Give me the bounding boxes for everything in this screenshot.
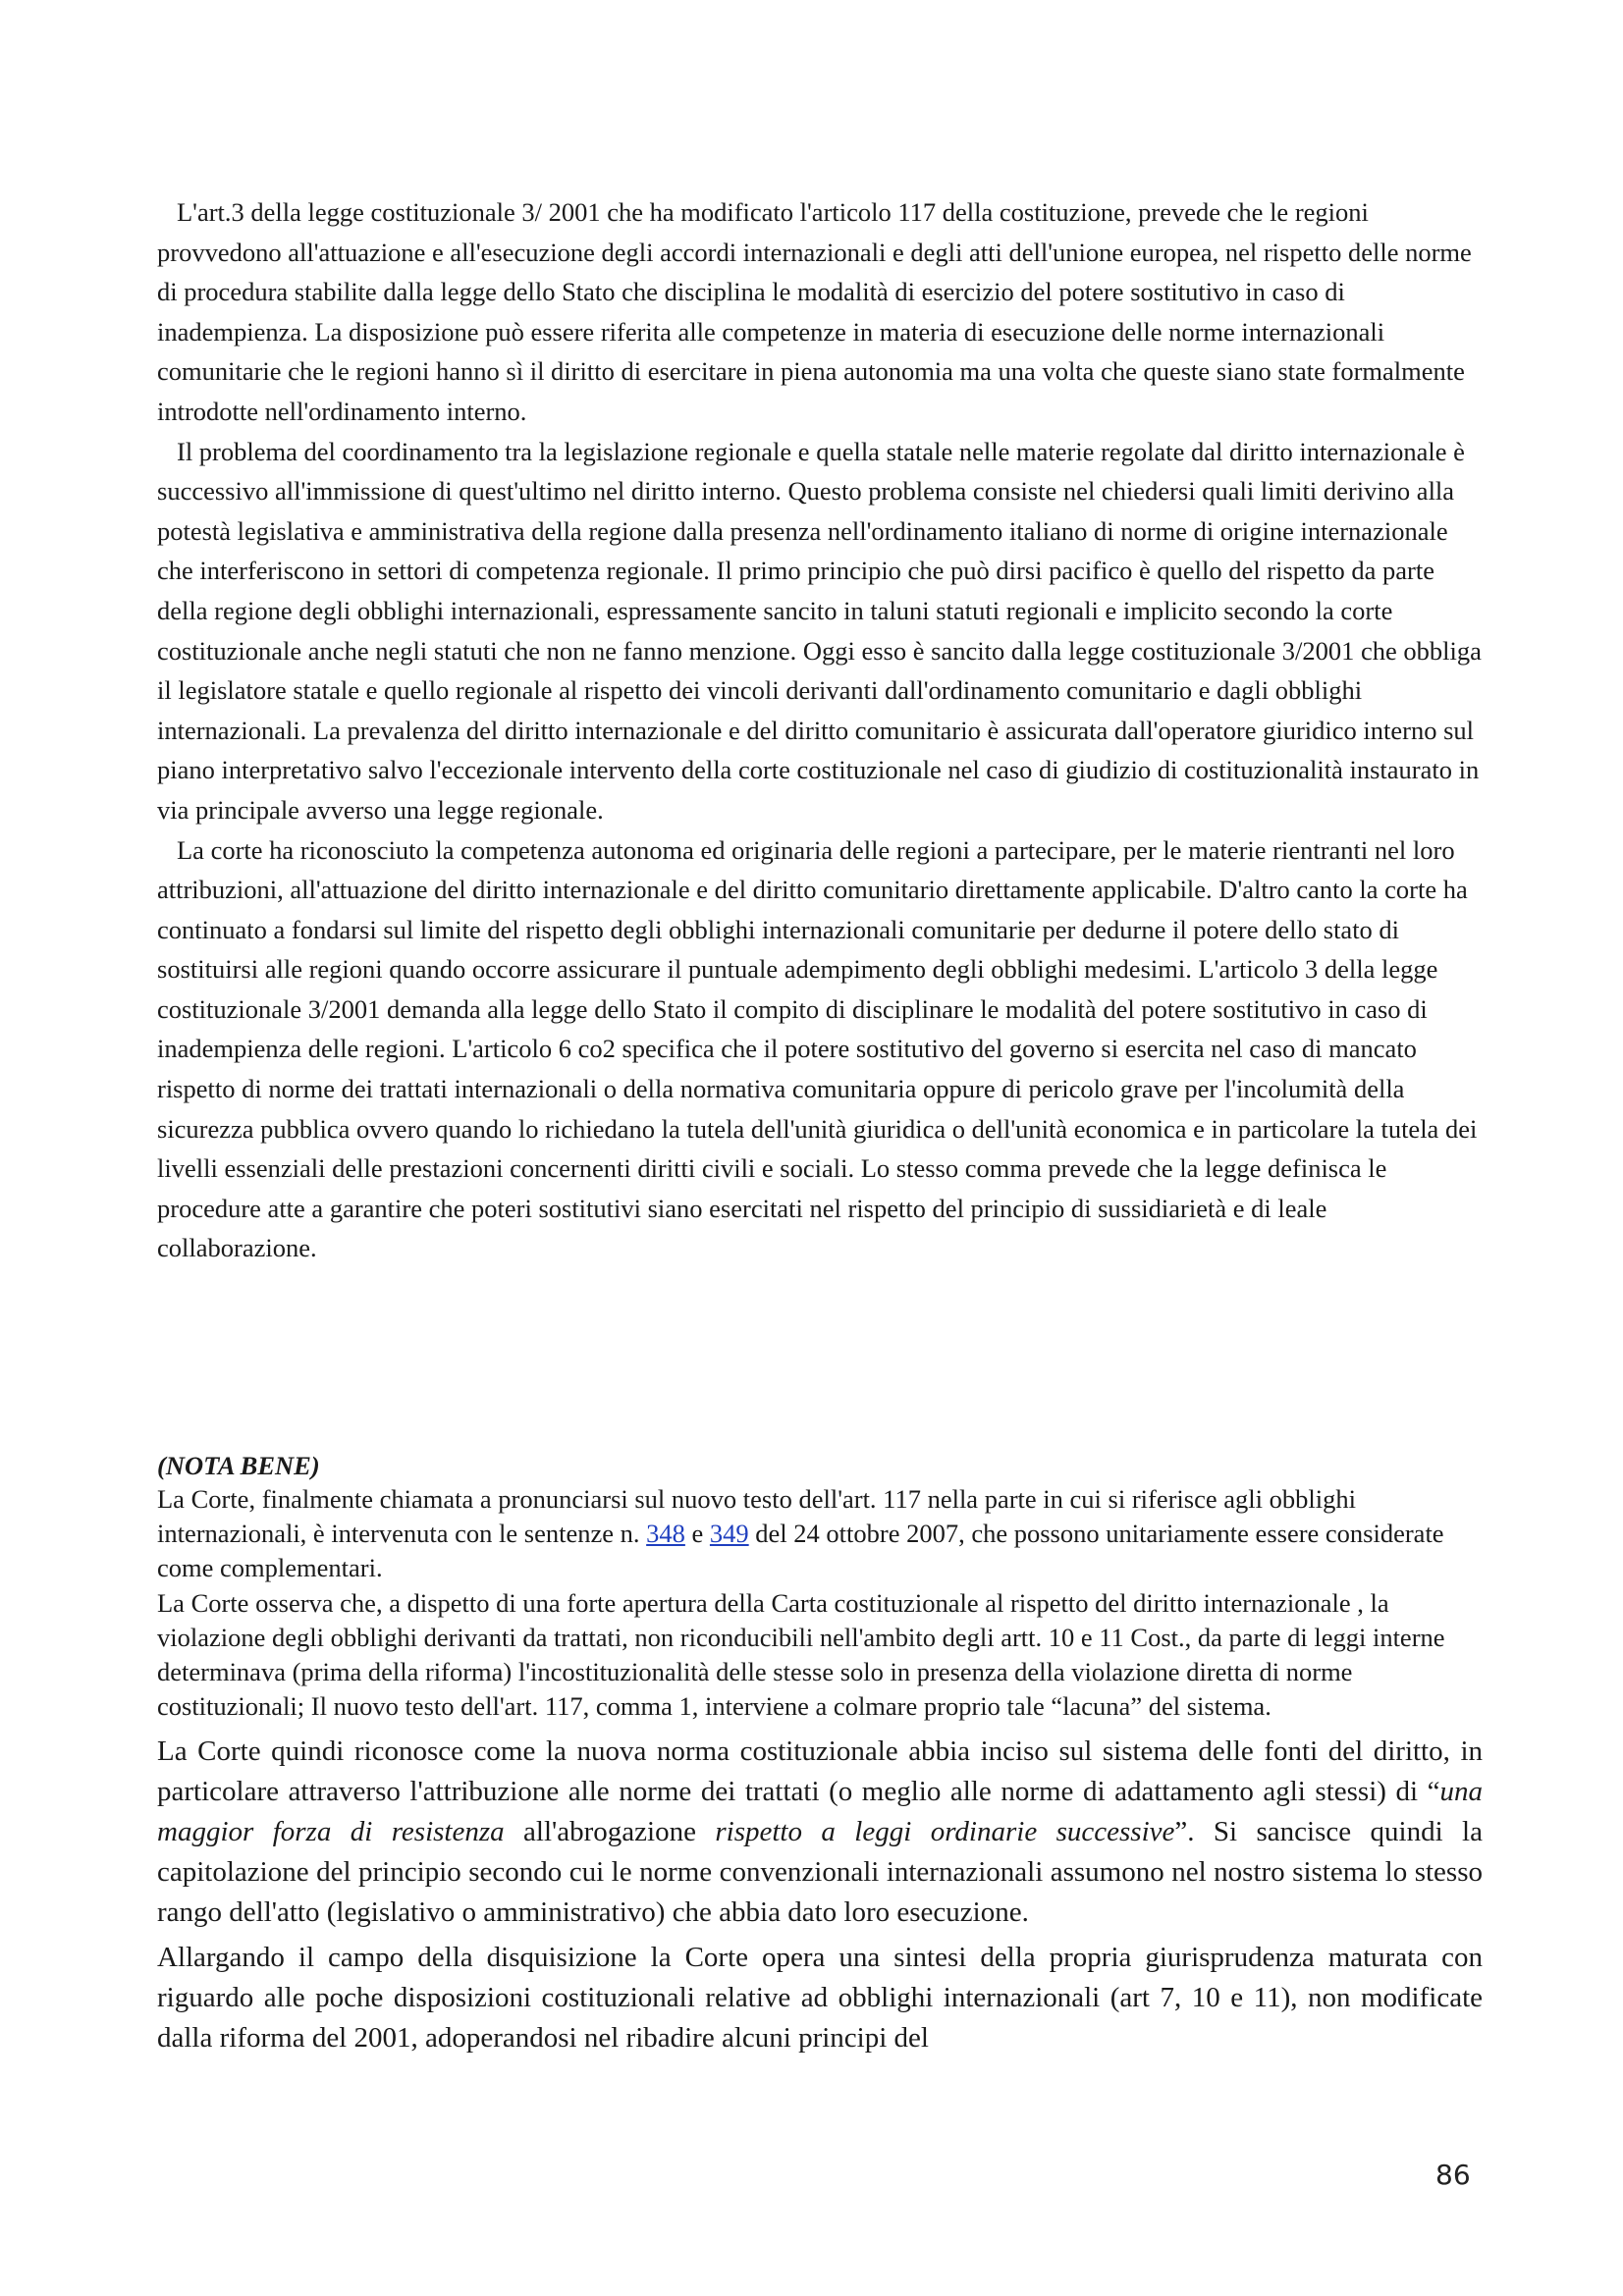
main-text [157,192,1483,1268]
nota-bene-heading: (NOTA BENE) [157,1451,320,1480]
nota-p1-text-b: e [684,1519,710,1549]
nota-p3-text-c: ”. Si sancisce quindi la capitolazione del principio secondo cui le norme convenzionali internazionali assumono nel nostro sistema lo stesso rango dell'atto (legislativo o amministrativo) che abbia dato loro esecuzione. [157,1816,1483,1928]
paragraph-2: Il problema del coordinamento tra la legislazione regionale e quella statale nelle materie regolate dal diritto internazionale è successivo all'immissione di quest'ultimo nel diritto interno. Questo problema consiste nel chiedersi quali limiti derivino alla potestà legislativa e amministrativa della regione dalla presenza nell'ordinamento italiano di norme di origine internazionale che interferiscono in settori di competenza regionale. Il primo principio che può dirsi pacifico è quello del rispetto da parte della regione degli obblighi internazionali, espressamente sancito in taluni statuti regionali e implicito secondo la corte costituzionale anche negli statuti che non ne fanno menzione. Oggi esso è sancito dalla legge costituzionale 3/2001 che obbliga il legislatore statale e quello regionale al rispetto dei vincoli derivanti dall'ordinamento comunitario e dagli obblighi internazionali. La prevalenza del diritto internazionale e del diritto comunitario è assicurata dall'operatore giuridico interno sul piano interpretativo salvo l'eccezionale intervento della corte costituzionale nel caso di giudizio di costituzionalità instaurato in via principale avverso una legge regionale. [157,436,1482,825]
nota-bene-section [157,1449,1483,2064]
nota-p1-text-a: La Corte, finalmente chiamata a pronunciarsi sul nuovo testo dell'art. 117 nella parte in cui si riferisce agli obblighi internazionali, è intervenuta con le sentenze n. [157,1484,1356,1549]
paragraph-3: La corte ha riconosciuto la competenza autonoma ed originaria delle regioni a partecipare, per le materie rientranti nel loro attribuzioni, all'attuazione del diritto internazionale e del diritto comunitario direttamente applicabile. D'altro canto la corte ha continuato a fondarsi sul limite del rispetto degli obblighi internazionali comunitarie per dedurne il potere dello stato di sostituirsi alle regioni quando occorre assicurare il puntuale adempimento degli obblighi medesimi. L'articolo 3 della legge costituzionale 3/2001 demanda alla legge dello Stato il compito di disciplinare le modalità del potere sostitutivo in caso di inadempienza delle regioni. L'articolo 6 co2 specifica che il potere sostitutivo del governo si esercita nel caso di mancato rispetto di norme dei trattati internazionali o della normativa comunitaria oppure di pericolo grave per l'incolumità della sicurezza pubblica ovvero quando lo richiedano la tutela dell'unità giuridica o dell'unità economica e in particolare la tutela dei livelli essenziali delle prestazioni concernenti diritti civili e sociali. Lo stesso comma prevede che la legge definisca le procedure atte a garantire che poteri sostitutivi siano esercitati nel rispetto del principio di sussidiarietà e di leale collaborazione. [157,834,1478,1263]
nota-p3-text-b: all'abrogazione [504,1816,716,1848]
nota-p1-text-c: del 24 ottobre 2007, che possono unitariamente essere considerate come complementari. [157,1519,1444,1583]
nota-p3-italic-1: una maggior forza di resistenza [157,1776,1483,1848]
page-number: 86 [1435,2159,1471,2191]
nota-p3-italic-2: rispetto a leggi ordinarie successive [715,1816,1175,1848]
sentenza-349-link[interactable]: 349 [709,1519,749,1549]
paragraph-1: L'art.3 della legge costituzionale 3/ 2001 che ha modificato l'articolo 117 della costituzione, prevede che le regioni provvedono all'attuazione e all'esecuzione degli accordi internazionali e degli atti dell'unione europea, nel rispetto delle norme di procedura stabilite dalla legge dello Stato che disciplina le modalità di esercizio del potere sostitutivo in caso di inadempienza. La disposizione può essere riferita alle competenze in materia di esecuzione delle norme internazionali comunitarie che le regioni hanno sì il diritto di esercitare in piena autonomia ma una volta che queste siano state formalmente introdotte nell'ordinamento interno. [157,197,1472,426]
nota-paragraph-4: Allargando il campo della disquisizione la Corte opera una sintesi della propria giurisprudenza maturata con riguardo alle poche disposizioni costituzionali relative ad obblighi internazionali (art 7, 10 e 11), non modificate dalla riforma del 2001, adoperandosi nel ribadire alcuni principi del [157,1942,1483,2054]
sentenza-348-link[interactable]: 348 [646,1519,685,1549]
nota-paragraph-1 [157,1482,1483,1586]
nota-p3-text-a: La Corte quindi riconosce come la nuova norma costituzionale abbia inciso sul sistema delle fonti del diritto, in particolare attraverso l'attribuzione alle norme dei trattati (o meglio alle norme di adattamento agli stessi) di “ [157,1735,1483,1808]
nota-bene-intro [157,1482,1483,1724]
nota-bene-body [157,1732,1483,2057]
nota-paragraph-2: La Corte osserva che, a dispetto di una forte apertura della Carta costituzionale al rispetto del diritto internazionale , la violazione degli obblighi derivanti da trattati, non riconducibili nell'ambito degli artt. 10 e 11 Cost., da parte di leggi interne determinava (prima della riforma) l'incostituzionalità delle stesse solo in presenza della violazione diretta di norme costituzionali; Il nuovo testo dell'art. 117, comma 1, interviene a colmare proprio tale “lacuna” del sistema. [157,1587,1445,1722]
nota-paragraph-3 [157,1732,1483,1932]
